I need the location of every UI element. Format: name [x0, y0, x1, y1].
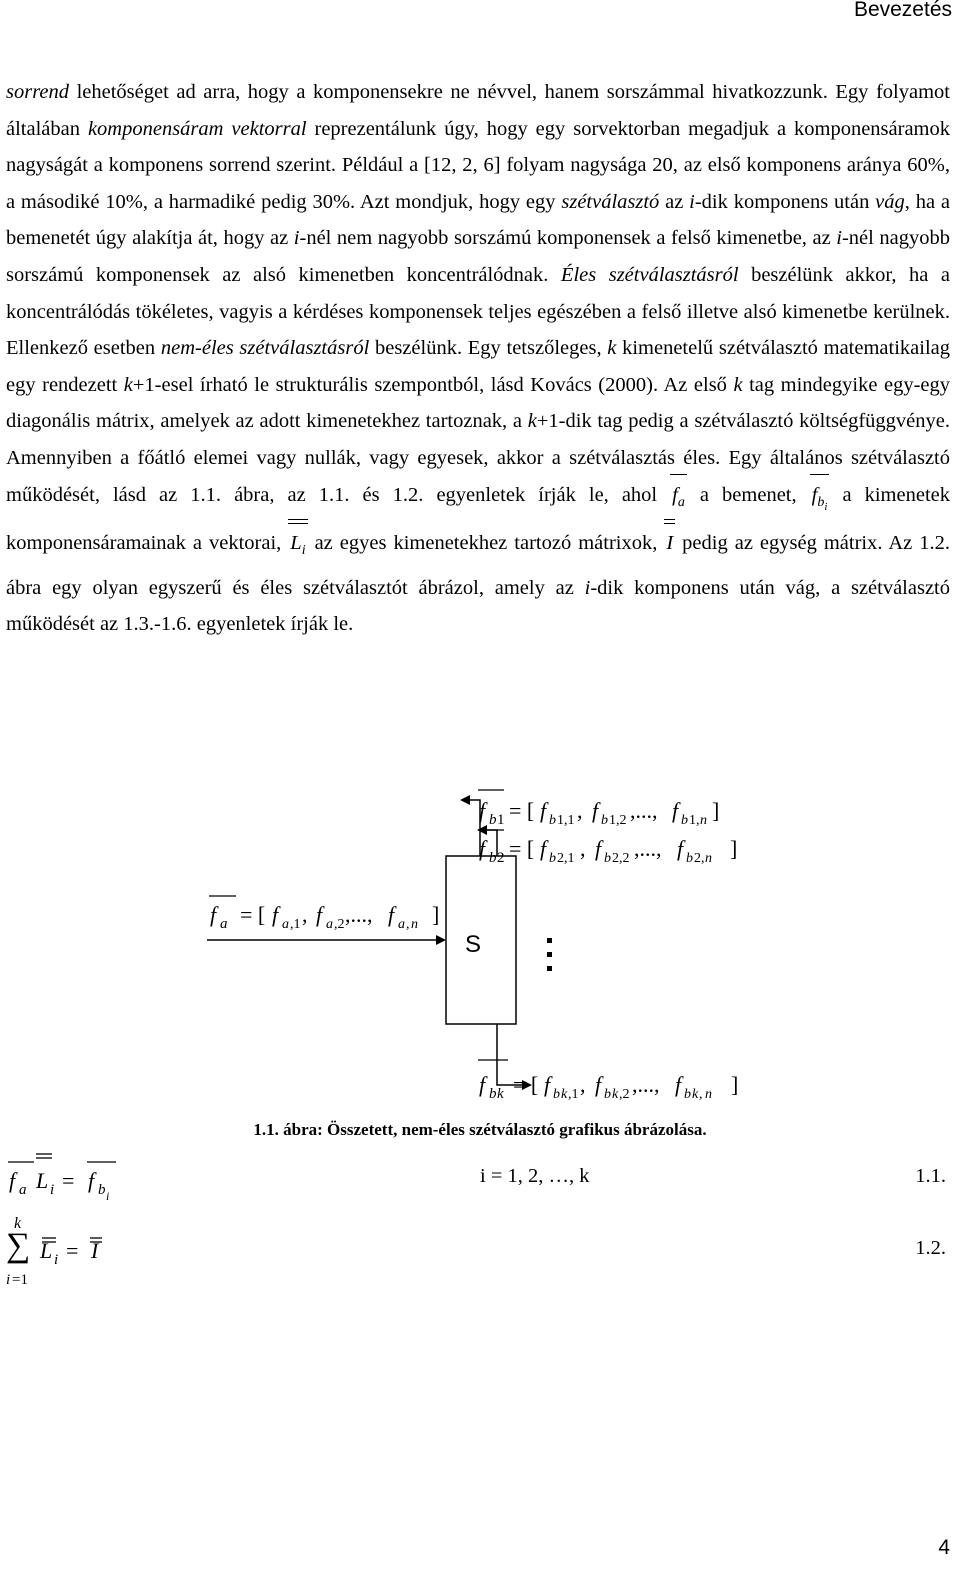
svg-text:,: ,: [580, 1072, 586, 1097]
svg-text:n: n: [411, 917, 418, 932]
svg-text:,: ,: [580, 836, 586, 861]
svg-text:b: b: [601, 813, 608, 828]
text: -dik komponens után: [694, 190, 876, 213]
svg-text:f: f: [479, 836, 486, 861]
svg-text:]: ]: [730, 836, 738, 861]
svg-text:b: b: [684, 1087, 691, 1102]
text: -nél nagyobb sorszámú komponensek az alsó kimenetben koncentrálódnak.: [6, 227, 950, 286]
equation-fa: [209, 896, 439, 932]
svg-text:k: k: [692, 1087, 699, 1102]
text: -dik komponens után vág, a szétválasztó működését az 1.3.-1.6. egyenletek írják le.: [6, 576, 950, 636]
running-header: Bevezetés: [853, 0, 952, 21]
svg-text:f: f: [210, 902, 217, 927]
svg-text:a: a: [282, 917, 289, 932]
svg-text:= [: = [: [513, 1072, 539, 1097]
svg-text:,: ,: [577, 798, 583, 823]
svg-text:f: f: [544, 1072, 551, 1097]
svg-text:b: b: [604, 1087, 611, 1102]
svg-text:f: f: [272, 902, 279, 927]
term-vag: vág: [875, 190, 905, 213]
svg-text:= [: = [: [509, 798, 535, 823]
svg-text:n: n: [705, 1087, 712, 1102]
vector-fbi: $f_{b_i}$: [810, 477, 830, 525]
text: kimenetelű szétválasztó matematikailag egy rendezett: [6, 337, 950, 396]
svg-text:]: ]: [731, 1072, 739, 1097]
equation-1-1-condition: i = 1, 2, …, k: [480, 1165, 590, 1187]
equation-fb1: [478, 790, 719, 828]
matrix-Li: $L_i$: [288, 525, 307, 570]
svg-text:b: b: [553, 1087, 560, 1102]
svg-text:i: i: [54, 1252, 59, 1268]
svg-text:2,2: 2,2: [612, 851, 630, 866]
svg-text:2,1: 2,1: [557, 851, 575, 866]
svg-text:a: a: [398, 917, 405, 932]
svg-text:1,2: 1,2: [609, 813, 627, 828]
sym-k: k: [527, 410, 537, 433]
text: a kimenetek komponensáramainak a vektorai,: [6, 483, 950, 555]
svg-text:,: ,: [302, 902, 308, 927]
equation-1-2: [6, 1215, 102, 1288]
vector-fa: $f_a$: [670, 477, 687, 522]
equation-1-1: [8, 1154, 116, 1203]
svg-text:b: b: [686, 851, 693, 866]
text: beszélünk akkor, ha a koncentrálódás tökéletes, vagyis a kérdéses komponensek teljes egészében a felső illetve alsó kimenetbe kerülnek. Ellenkező esetben: [6, 263, 950, 360]
svg-text:=: =: [62, 1168, 75, 1193]
sym-i: i: [689, 190, 695, 213]
svg-text:= [: = [: [240, 902, 266, 927]
text: az: [659, 190, 690, 213]
svg-text:i: i: [6, 1272, 11, 1288]
text: +1-esel írható le strukturális szempontból, lásd Kovács (2000). Az első: [132, 373, 734, 396]
svg-text:a: a: [220, 916, 228, 932]
svg-text:k: k: [561, 1087, 568, 1102]
svg-text:f: f: [316, 902, 323, 927]
svg-text:]: ]: [432, 902, 440, 927]
text: pedig az egység mátrix. Az 1.2. ábra egy olyan egyszerű és éles szétválasztót ábrázol, amely az: [6, 532, 950, 599]
svg-text:f: f: [540, 798, 547, 823]
text: +1-dik tag pedig a szétválasztó költségfüggvénye. Amennyiben a főátló elemei vagy nullák, vagy egyesek, akkor a szétválasztás éles. Egy általános szétválasztó működését, lásd az 1.1. ábra, az 1.1. és 1.2. egyenletek írják le, ahol: [6, 410, 950, 506]
svg-text:I: I: [91, 1238, 99, 1263]
sym-i: i: [293, 227, 300, 250]
sym-i: i: [584, 576, 591, 599]
text: tag mindegyike egy-egy diagonális mátrix, amelyek az adott kimenetekhez tartoznak, a: [6, 373, 950, 433]
svg-text:2: 2: [497, 850, 505, 866]
svg-text:L: L: [36, 1168, 49, 1193]
sym-k: k: [123, 373, 133, 396]
equation-1-1-number: 1.1.: [915, 1165, 946, 1187]
svg-text:,: ,: [699, 1087, 703, 1102]
svg-text:,2: ,2: [619, 1087, 630, 1102]
svg-text:,2: ,2: [334, 917, 345, 932]
svg-text:1,: 1,: [689, 813, 700, 828]
svg-text:n: n: [705, 851, 712, 866]
box-label: S: [465, 931, 482, 958]
svg-text:f: f: [540, 836, 547, 861]
svg-text:∑: ∑: [6, 1227, 31, 1264]
svg-text:b: b: [604, 851, 611, 866]
svg-text:f: f: [675, 1072, 682, 1097]
text: , ha a bemenetét úgy alakítja át, hogy az: [6, 190, 950, 250]
svg-text:f: f: [595, 836, 602, 861]
svg-text:= [: = [: [509, 836, 535, 861]
svg-text:,1: ,1: [290, 917, 301, 932]
svg-text:L: L: [40, 1238, 53, 1263]
equation-fbk: [478, 1060, 738, 1102]
equation-fb2: [478, 830, 737, 866]
svg-text:f: f: [479, 798, 486, 823]
svg-text:f: f: [677, 836, 684, 861]
term-szetvalaszto: szétválasztó: [561, 190, 660, 213]
sym-k: k: [607, 337, 617, 360]
term-eles: Éles szétválasztásról: [560, 263, 739, 286]
svg-text:i: i: [106, 1189, 110, 1203]
page-number: 4: [938, 1536, 950, 1559]
svg-text:,...,: ,...,: [345, 902, 373, 927]
svg-text:n: n: [700, 813, 707, 828]
svg-text:b: b: [549, 813, 556, 828]
svg-text:f: f: [479, 1072, 486, 1097]
svg-text:f: f: [88, 1168, 95, 1193]
svg-text:b: b: [489, 1086, 497, 1102]
term-sorrend: sorrend: [6, 81, 70, 103]
svg-text:b: b: [549, 851, 556, 866]
text: lehetőséget ad arra, hogy a komponensekre ne névvel, hanem sorszámmal hivatkozzunk. Egy folyamot általában: [6, 81, 950, 140]
svg-text:,1: ,1: [568, 1087, 579, 1102]
svg-text:2,: 2,: [694, 851, 705, 866]
svg-text:f: f: [9, 1168, 16, 1193]
svg-text:k: k: [14, 1215, 22, 1232]
svg-text:k: k: [497, 1086, 504, 1102]
svg-text:f: f: [388, 902, 395, 927]
svg-text:k: k: [612, 1087, 619, 1102]
svg-text:,: ,: [406, 917, 410, 932]
svg-text:a: a: [326, 917, 333, 932]
figure-caption: 1.1. ábra: Összetett, nem-éles szétválasztó grafikus ábrázolása.: [253, 1120, 707, 1139]
svg-text:,...,: ,...,: [632, 1072, 660, 1097]
equation-1-2-number: 1.2.: [915, 1237, 946, 1259]
svg-text:b: b: [681, 813, 688, 828]
text: reprezentálunk úgy, hogy egy sorvektorban megadjuk a komponensáramok nagyságát a komponens sorrend szerint. Például a [12, 2, 6] folyam nagysága 20, az első komponens aránya 60%, a másodiké 10%, a harmadiké pedig 30%. Azt mondjuk, hogy egy: [6, 117, 951, 213]
svg-text:1: 1: [497, 812, 505, 828]
svg-text:=1: =1: [12, 1272, 28, 1288]
svg-text:f: f: [672, 798, 679, 823]
text: beszélünk. Egy tetszőleges,: [369, 337, 608, 360]
svg-text:f: f: [595, 1072, 602, 1097]
sym-k: k: [733, 373, 743, 396]
svg-text:]: ]: [712, 798, 720, 823]
term-nem-eles: nem-éles szétválasztásról: [160, 337, 370, 360]
text: az egyes kimenetekhez tartozó mátrixok,: [307, 532, 665, 555]
text: -nél nem nagyobb sorszámú komponensek a felső kimenetbe, az: [299, 227, 837, 250]
svg-text:a: a: [19, 1182, 27, 1198]
svg-text:b: b: [489, 812, 497, 828]
text: a bemenet,: [686, 483, 810, 506]
svg-text:,...,: ,...,: [634, 836, 662, 861]
svg-text:b: b: [98, 1182, 106, 1198]
matrix-I: I: [664, 525, 675, 562]
svg-text:,...,: ,...,: [630, 798, 658, 823]
svg-text:f: f: [592, 798, 599, 823]
svg-text:i: i: [50, 1182, 55, 1198]
sym-i: i: [836, 227, 842, 250]
svg-text:1,1: 1,1: [557, 813, 575, 828]
term-komponensaram: komponensáram vektorral: [87, 117, 307, 140]
input-arrowhead: [436, 935, 446, 945]
svg-text:=: =: [66, 1238, 79, 1263]
svg-text:b: b: [489, 850, 497, 866]
